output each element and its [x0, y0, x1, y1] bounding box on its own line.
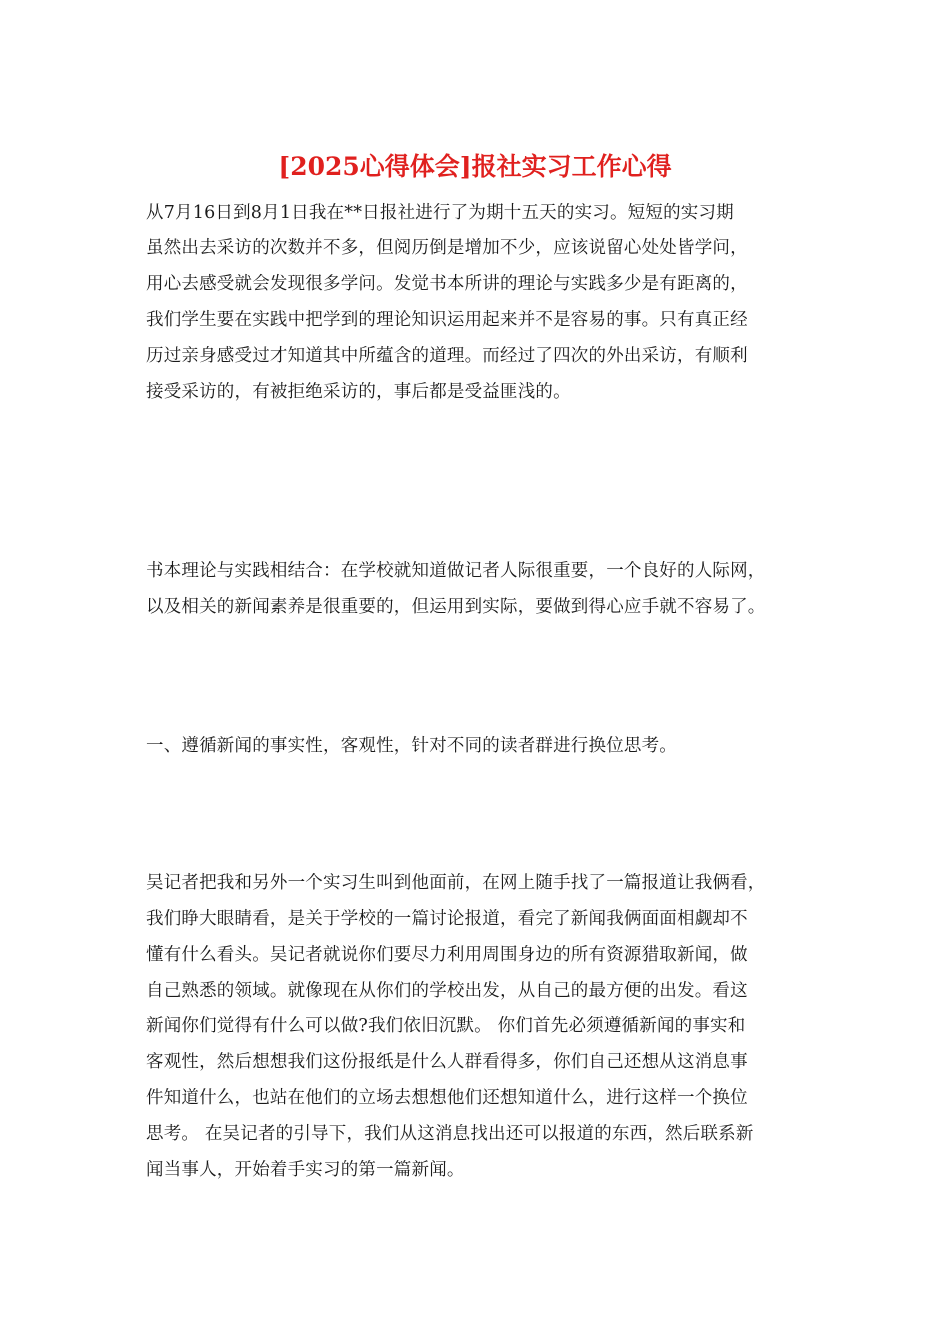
story-line: 闻当事人，开始着手实习的第一篇新闻。 [146, 1160, 465, 1180]
intro-line: 我们学生要在实践中把学到的理论知识运用起来并不是容易的事。只有真正经 [146, 310, 748, 330]
intro-line: 用心去感受就会发现很多学问。发觉书本所讲的理论与实践多少是有距离的， [146, 274, 748, 294]
story-line: 吴记者把我和另外一个实习生叫到他面前，在网上随手找了一篇报道让我俩看， [146, 873, 766, 893]
story-line: 懂有什么看头。吴记者就说你们要尽力利用周围身边的所有资源猎取新闻，做 [146, 945, 748, 965]
story-line: 件知道什么，也站在他们的立场去想想他们还想知道什么，进行这样一个换位 [146, 1088, 748, 1108]
intro-line: 虽然出去采访的次数并不多，但阅历倒是增加不少，应该说留心处处皆学问， [146, 238, 748, 258]
story-line: 客观性，然后想想我们这份报纸是什么人群看得多，你们自己还想从这消息事 [146, 1052, 748, 1072]
section-heading: 一、遵循新闻的事实性，客观性，针对不同的读者群进行换位思考。 [146, 736, 677, 756]
theory-line: 书本理论与实践相结合：在学校就知道做记者人际很重要，一个良好的人际网， [146, 561, 766, 581]
document-title: [2025心得体会]报社实习工作心得 [278, 152, 672, 181]
story-line: 新闻你们觉得有什么可以做?我们依旧沉默。 你们首先必须遵循新闻的事实和 [146, 1016, 746, 1036]
story-line: 我们睁大眼睛看，是关于学校的一篇讨论报道，看完了新闻我俩面面相觑却不 [146, 909, 748, 929]
intro-line: 历过亲身感受过才知道其中所蕴含的道理。而经过了四次的外出采访，有顺利 [146, 346, 748, 366]
intro-line: 从7月16日到8月1日我在**日报社进行了为期十五天的实习。短短的实习期 [146, 203, 734, 223]
intro-line: 接受采访的，有被拒绝采访的，事后都是受益匪浅的。 [146, 382, 571, 402]
story-line: 思考。 在吴记者的引导下，我们从这消息找出还可以报道的东西，然后联系新 [146, 1124, 754, 1144]
theory-line: 以及相关的新闻素养是很重要的，但运用到实际，要做到得心应手就不容易了。 [146, 597, 766, 617]
story-line: 自己熟悉的领域。就像现在从你们的学校出发，从自己的最方便的出发。看这 [146, 981, 748, 1001]
